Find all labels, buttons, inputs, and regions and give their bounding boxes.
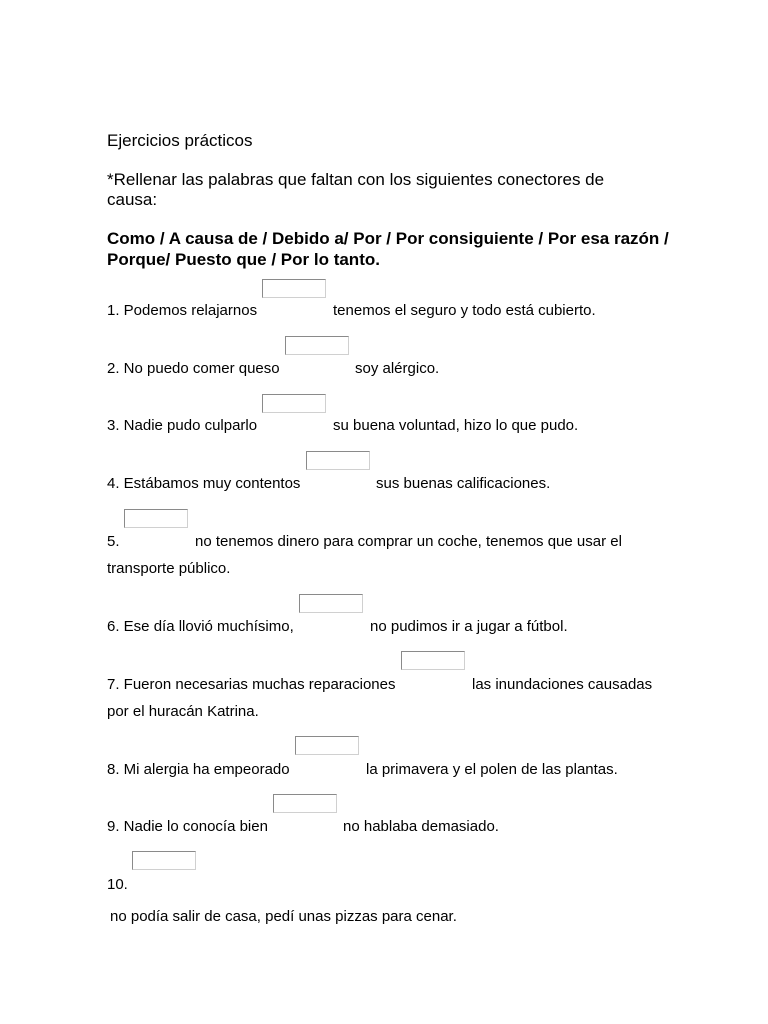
item-7-text-continued: por el huracán Katrina. <box>107 703 259 720</box>
item-2-text-before: 2. No puedo comer queso <box>107 360 280 377</box>
answer-input-10[interactable] <box>132 851 196 870</box>
item-4-text-before: 4. Estábamos muy contentos <box>107 475 301 492</box>
item-5-text-after: no tenemos dinero para comprar un coche, tenemos que usar el <box>195 533 622 550</box>
answer-input-4[interactable] <box>306 451 370 470</box>
answer-input-6[interactable] <box>299 594 363 613</box>
answer-input-5[interactable] <box>124 509 188 528</box>
item-10-text-before: 10. <box>107 876 128 893</box>
answer-input-1[interactable] <box>262 279 326 298</box>
item-8-text-before: 8. Mi alergia ha empeorado <box>107 761 290 778</box>
item-1-text-after: tenemos el seguro y todo está cubierto. <box>333 302 596 319</box>
answer-input-9[interactable] <box>273 794 337 813</box>
item-10-text-after: no podía salir de casa, pedí unas pizzas para cenar. <box>110 908 457 925</box>
item-8-text-after: la primavera y el polen de las plantas. <box>366 761 618 778</box>
item-3-text-before: 3. Nadie pudo culparlo <box>107 417 258 434</box>
page-title: Ejercicios prácticos <box>107 131 253 150</box>
item-5-text-continued: transporte público. <box>107 560 231 577</box>
item-2-text-after: soy alérgico. <box>355 360 440 377</box>
item-1-text-before: 1. Podemos relajarnos <box>107 302 258 319</box>
answer-input-3[interactable] <box>262 394 326 413</box>
item-4-text-after: sus buenas calificaciones. <box>376 475 551 492</box>
item-6-text-before: 6. Ese día llovió muchísimo, <box>107 618 294 635</box>
answer-input-2[interactable] <box>285 336 349 355</box>
item-5-text-before: 5. <box>107 533 120 550</box>
item-3-text-after: su buena voluntad, hizo lo que pudo. <box>333 417 579 434</box>
connectors-list: Como / A causa de / Debido a/ Por / Por consiguiente / Por esa razón / Porque/ Puesto que / Por lo tanto. <box>107 229 669 269</box>
item-6-text-after: no pudimos ir a jugar a fútbol. <box>370 618 568 635</box>
item-7-text-after: las inundaciones causadas <box>472 676 653 693</box>
item-7-text-before: 7. Fueron necesarias muchas reparaciones <box>107 676 396 693</box>
answer-input-7[interactable] <box>401 651 465 670</box>
item-9-text-before: 9. Nadie lo conocía bien <box>107 818 268 835</box>
answer-input-8[interactable] <box>295 736 359 755</box>
instruction-text: *Rellenar las palabras que faltan con los siguientes conectores de causa: <box>107 170 605 209</box>
item-9-text-after: no hablaba demasiado. <box>343 818 499 835</box>
